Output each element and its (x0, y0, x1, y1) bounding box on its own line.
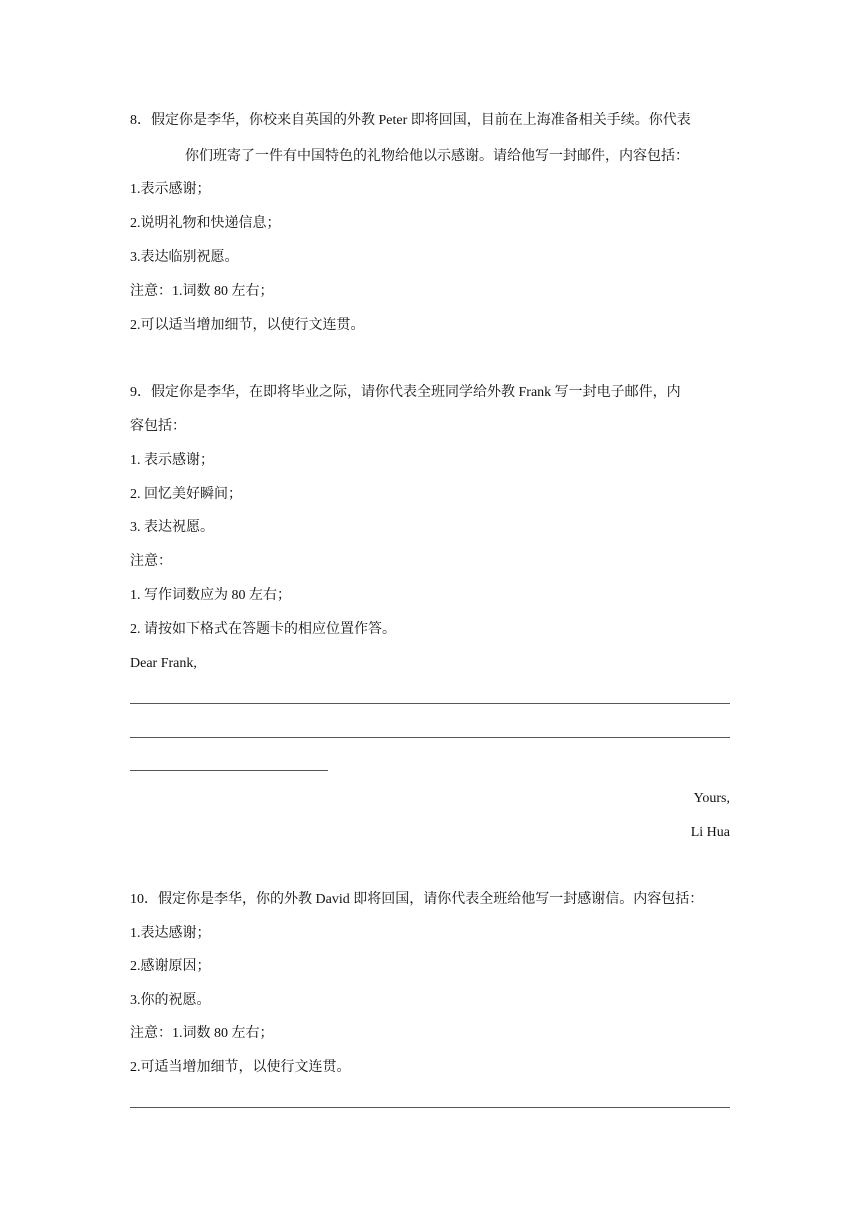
q9-point-1: 1. 表示感谢； (130, 453, 214, 468)
q8-prompt-line-1: 8．假定你是李华，你校来自英国的外教 Peter 即将回国，目前在上海准备相关手续。你代表 (130, 113, 691, 128)
q9-prompt-line-2: 容包括： (130, 419, 186, 434)
q9-prompt-line-1: 9．假定你是李华，在即将毕业之际，请你代表全班同学给外教 Frank 写一封电子邮件，内 (130, 385, 681, 400)
q10-note-2: 2.可适当增加细节，以使行文连贯。 (130, 1060, 351, 1075)
answer-line-4 (130, 1107, 730, 1108)
q9-note-2: 2. 请按如下格式在答题卡的相应位置作答。 (130, 622, 396, 637)
q8-prompt-line-2: 你们班寄了一件有中国特色的礼物给他以示感谢。请给他写一封邮件，内容包括： (185, 149, 689, 164)
q8-point-1: 1.表示感谢； (130, 182, 211, 197)
q9-greeting: Dear Frank, (130, 656, 197, 671)
q10-prompt-line-1: 10．假定你是李华，你的外教 David 即将回国，请你代表全班给他写一封感谢信。内容包括： (130, 892, 704, 907)
q9-note-1: 1. 写作词数应为 80 左右； (130, 588, 291, 603)
q8-note-2: 2.可以适当增加细节，以使行文连贯。 (130, 318, 365, 333)
q9-point-3: 3. 表达祝愿。 (130, 520, 214, 535)
q9-signature: Li Hua (690, 825, 730, 840)
q10-point-3: 3.你的祝愿。 (130, 993, 211, 1008)
q10-point-2: 2.感谢原因； (130, 959, 211, 974)
q8-note-1: 注意：1.词数 80 左右； (130, 284, 274, 299)
q8-point-3: 3.表达临别祝愿。 (130, 250, 239, 265)
answer-line-1 (130, 703, 730, 704)
q10-point-1: 1.表达感谢； (130, 926, 211, 941)
q9-closing: Yours, (693, 791, 730, 806)
q9-point-2: 2. 回忆美好瞬间； (130, 487, 242, 502)
q9-note-label: 注意： (130, 554, 172, 569)
answer-line-2 (130, 737, 730, 738)
q10-note-1: 注意：1.词数 80 左右； (130, 1026, 274, 1041)
q8-point-2: 2.说明礼物和快递信息； (130, 216, 281, 231)
answer-line-3 (130, 770, 328, 771)
